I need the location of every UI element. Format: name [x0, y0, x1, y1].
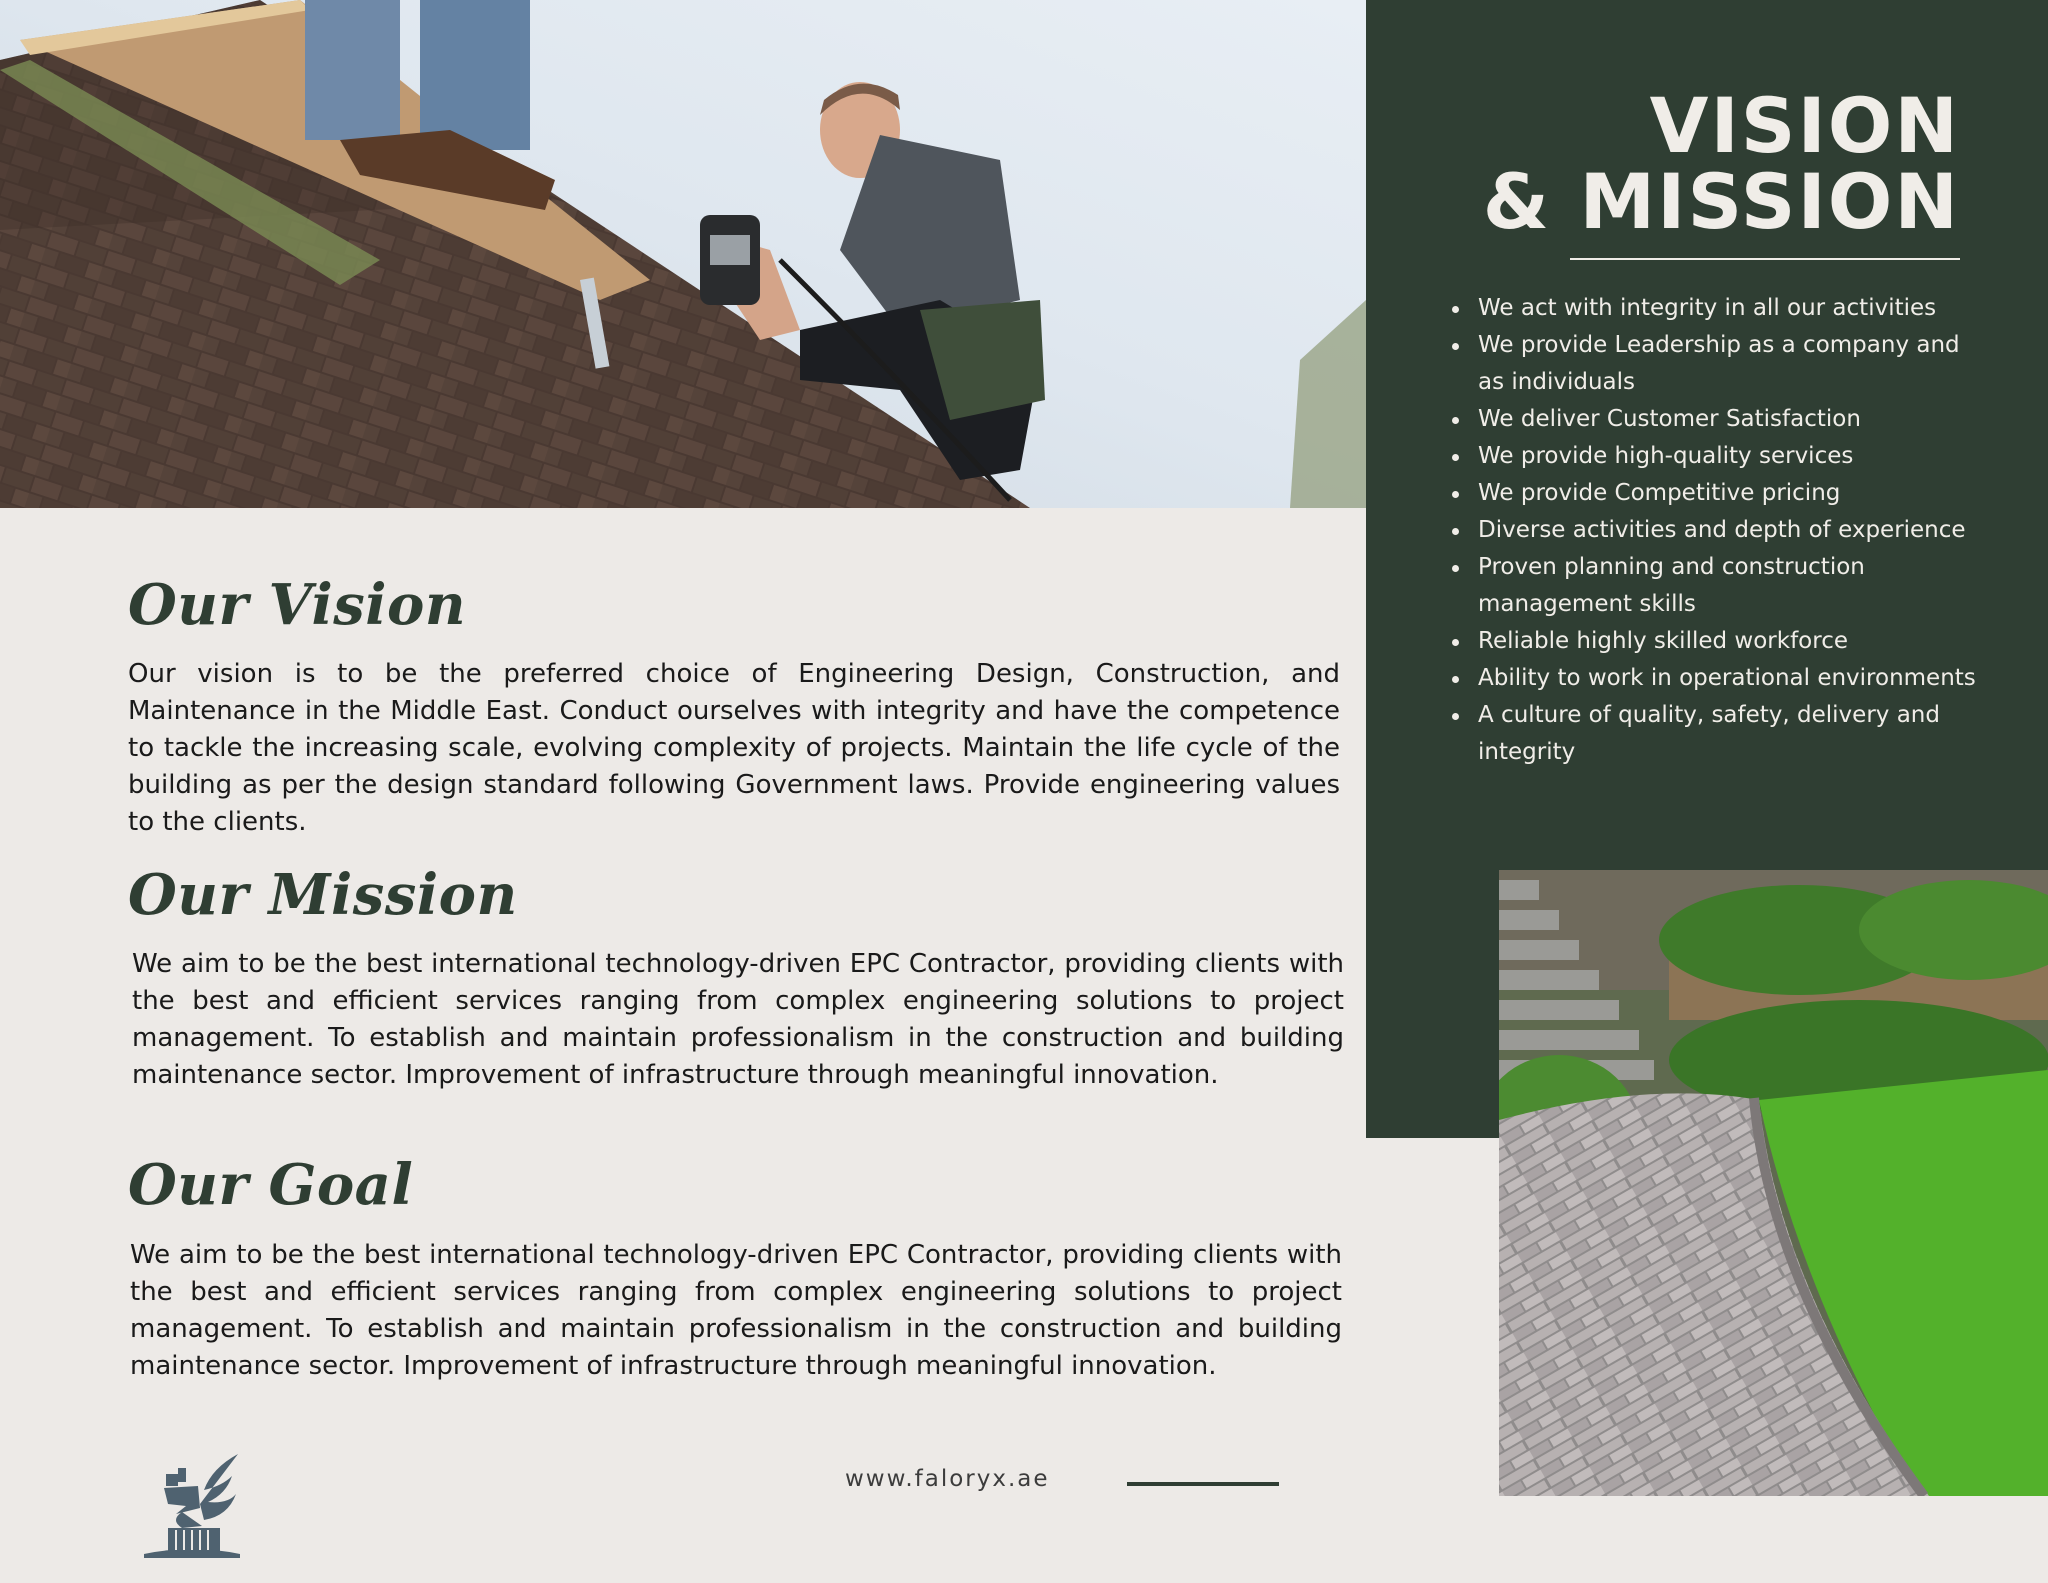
garden-path-photo [1499, 870, 2048, 1496]
list-item: We provide Competitive pricing [1458, 475, 1978, 512]
panel-title [1482, 81, 1960, 246]
list-item: Ability to work in operational environments [1458, 660, 1978, 697]
vision-heading: Our Vision [128, 572, 467, 638]
company-logo [142, 1450, 242, 1560]
list-item: Proven planning and construction management skills [1458, 549, 1978, 623]
title-underline [1570, 258, 1960, 260]
vision-body: Our vision is to be the preferred choice of Engineering Design, Construction, and Maintenance in the Middle East. Conduct ourselves with integrity and have the competence to tackle the increasing scale, evolving complexity of projects. Maintain the life cycle of the building as per the design standard following Government laws. Provide engineering values to the clients. [128, 659, 1340, 837]
mission-heading: Our Mission [128, 862, 518, 928]
list-item: A culture of quality, safety, delivery and integrity [1458, 697, 1978, 771]
footer-divider [1127, 1482, 1279, 1486]
list-item: Reliable highly skilled workforce [1458, 623, 1978, 660]
list-item: We deliver Customer Satisfaction [1458, 401, 1978, 438]
goal-heading: Our Goal [128, 1152, 414, 1218]
panel-title-line2: & MISSION [1482, 157, 1960, 246]
list-item: We act with integrity in all our activities [1458, 290, 1978, 327]
values-list [1458, 290, 1978, 771]
panel-title-line1: VISION [1649, 81, 1960, 170]
mission-body: We aim to be the best international technology-driven EPC Contractor, providing clients with the best and efficient services ranging from complex engineering solutions to project management. To establish and maintain professionalism in the construction and building maintenance sector. Improvement of infrastructure through meaningful innovation. [132, 949, 1344, 1090]
goal-body: We aim to be the best international technology-driven EPC Contractor, providing clients with the best and efficient services ranging from complex engineering solutions to project management. To establish and maintain professionalism in the construction and building maintenance sector. Improvement of infrastructure through meaningful innovation. [130, 1240, 1342, 1381]
roof-worker-photo [0, 0, 1366, 508]
website-link[interactable]: www.faloryx.ae [845, 1466, 1050, 1492]
list-item: We provide high-quality services [1458, 438, 1978, 475]
list-item: We provide Leadership as a company and as individuals [1458, 327, 1978, 401]
list-item: Diverse activities and depth of experience [1458, 512, 1978, 549]
